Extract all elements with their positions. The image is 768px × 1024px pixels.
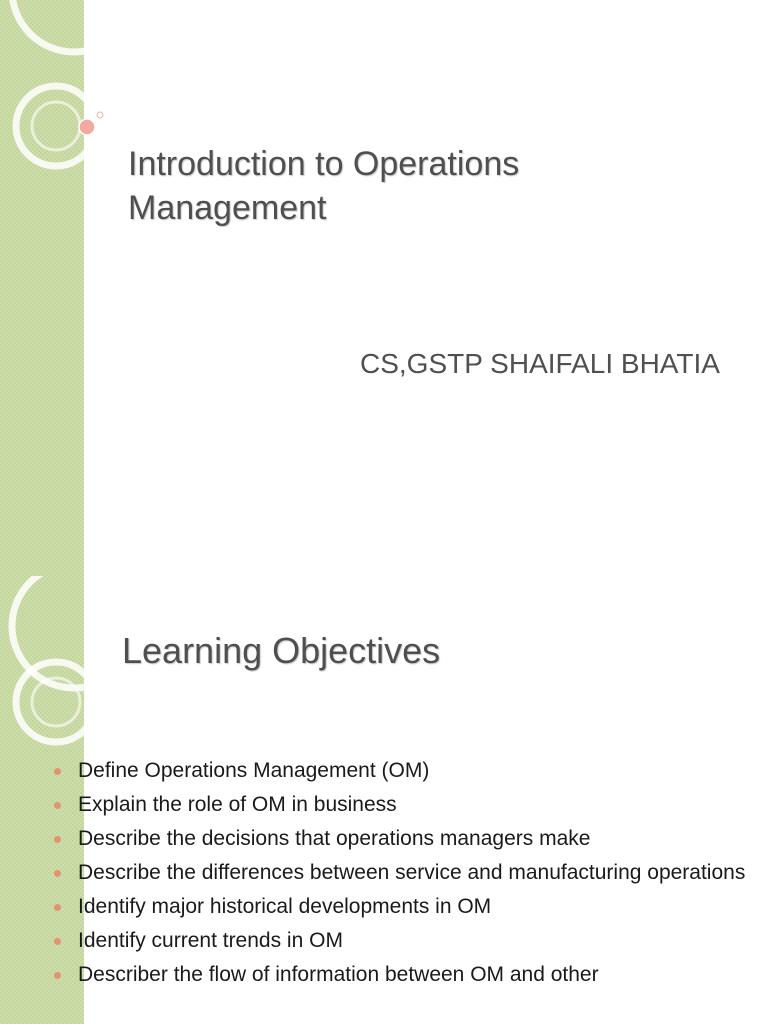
bullet-icon bbox=[54, 972, 61, 979]
list-item-text: Describe the differences between service and manufacturing operations bbox=[78, 861, 746, 884]
circles-decoration-icon bbox=[0, 0, 120, 576]
list-item-text: Define Operations Management (OM) bbox=[78, 759, 430, 782]
bullet-icon bbox=[54, 802, 61, 809]
list-item-text: Identify current trends in OM bbox=[78, 929, 343, 952]
slide-title-line-1: Introduction to Operations bbox=[128, 145, 520, 183]
sidebar-decoration bbox=[0, 0, 84, 576]
list-item-text: Describer the flow of information between OM and other bbox=[78, 963, 599, 986]
section-title: Learning Objectives bbox=[122, 630, 441, 671]
list-item-text: Identify major historical developments in OM bbox=[78, 895, 492, 918]
bullet-icon bbox=[54, 836, 61, 843]
slide-title-line-2: Management bbox=[128, 189, 327, 227]
slide-title bbox=[128, 142, 728, 230]
list-item bbox=[50, 826, 750, 852]
list-item bbox=[50, 962, 750, 988]
bullet-icon bbox=[54, 870, 61, 877]
list-item-text: Describe the decisions that operations managers make bbox=[78, 827, 591, 850]
list-item bbox=[50, 758, 750, 784]
objectives-list bbox=[50, 758, 750, 996]
author-name: CS,GSTP SHAIFALI BHATIA bbox=[360, 348, 720, 379]
bullet-icon bbox=[54, 938, 61, 945]
bullet-icon bbox=[54, 768, 61, 775]
list-item bbox=[50, 928, 750, 954]
list-item-text: Explain the role of OM in business bbox=[78, 793, 397, 816]
objectives-slide bbox=[0, 576, 768, 1024]
list-item bbox=[50, 860, 750, 886]
list-item bbox=[50, 894, 750, 920]
list-item bbox=[50, 792, 750, 818]
bullet-icon bbox=[54, 904, 61, 911]
